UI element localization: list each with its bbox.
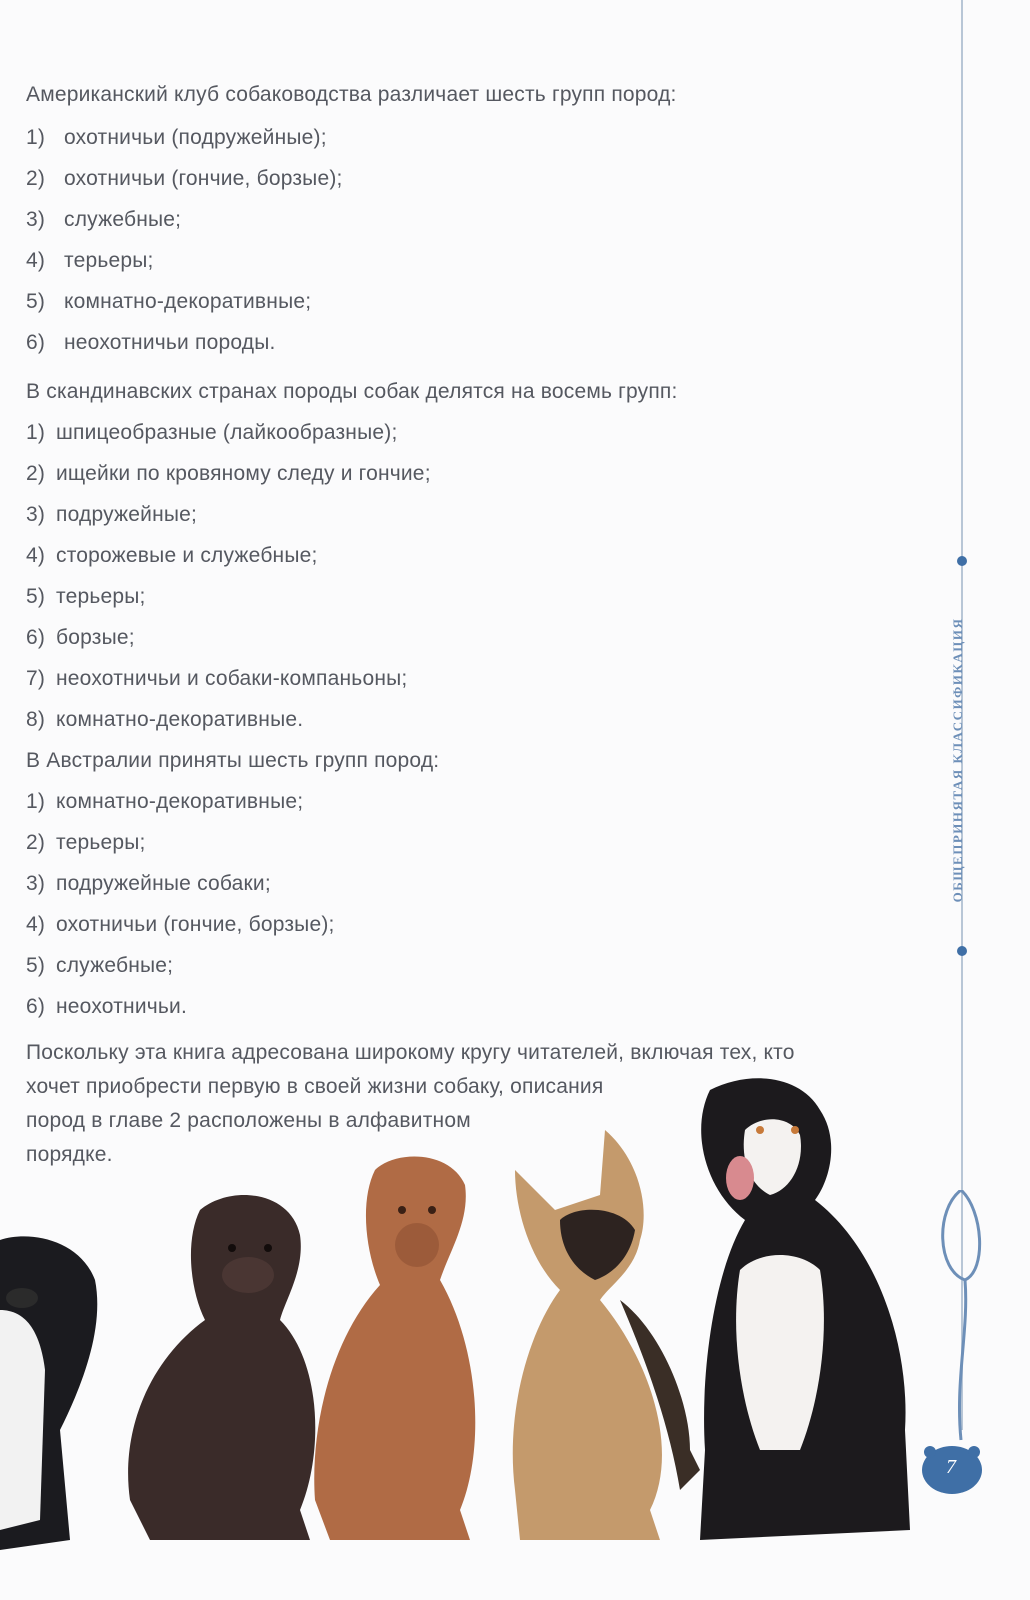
list-item: 7) неохотничьи и собаки-компаньоны; [26,667,408,690]
labrador-image [128,1195,315,1540]
list-item: 5) комнатно-декоративные; [26,290,312,313]
list-item: 4) терьеры; [26,249,154,272]
list-item: 2) охотничьи (гончие, борзые); [26,167,343,190]
list-item: 8) комнатно-декоративные. [26,708,304,731]
section-title: ОБЩЕПРИНЯТАЯ КЛАССИФИКАЦИЯ [950,617,965,903]
vizsla-image [314,1156,475,1540]
australian-intro: В Австралии приняты шесть групп пород: [26,749,440,772]
list-item: 3) служебные; [26,208,182,231]
page-number: 7 [946,1456,956,1478]
border-collie-image [0,1236,97,1550]
list-item: 4) охотничьи (гончие, борзые); [26,913,335,936]
list-item: 5) терьеры; [26,585,146,608]
bernese-mountain-dog-image [700,1078,910,1540]
list-item: 6) неохотничьи породы. [26,331,276,354]
german-shepherd-image [513,1130,700,1540]
dogs-illustration [0,1070,1030,1600]
list-item: 1) шпицеобразные (лайкообразные); [26,421,398,444]
scandinavian-intro: В скандинавских странах породы собак делятся на восемь групп: [26,380,678,403]
closing-line: хочет приобрести первую в своей жизни собаку, описания [26,1075,604,1098]
list-item: 3) подружейные; [26,503,198,526]
list-item: 2) терьеры; [26,831,146,854]
list-item: 3) подружейные собаки; [26,872,271,895]
list-item: 1) комнатно-декоративные; [26,790,304,813]
closing-line: порядке. [26,1143,113,1166]
list-item: 4) сторожевые и служебные; [26,544,318,567]
list-item: 6) борзые; [26,626,135,649]
list-item: 1) охотничьи (подружейные); [26,126,327,149]
list-item: 5) служебные; [26,954,174,977]
closing-line: Поскольку эта книга адресована широкому кругу читателей, включая тех, кто [26,1041,795,1064]
american-intro: Американский клуб собаководства различает шесть групп пород: [26,83,677,106]
list-item: 6) неохотничьи. [26,995,187,1018]
list-item: 2) ищейки по кровяному следу и гончие; [26,462,431,485]
closing-line: пород в главе 2 расположены в алфавитном [26,1109,471,1132]
